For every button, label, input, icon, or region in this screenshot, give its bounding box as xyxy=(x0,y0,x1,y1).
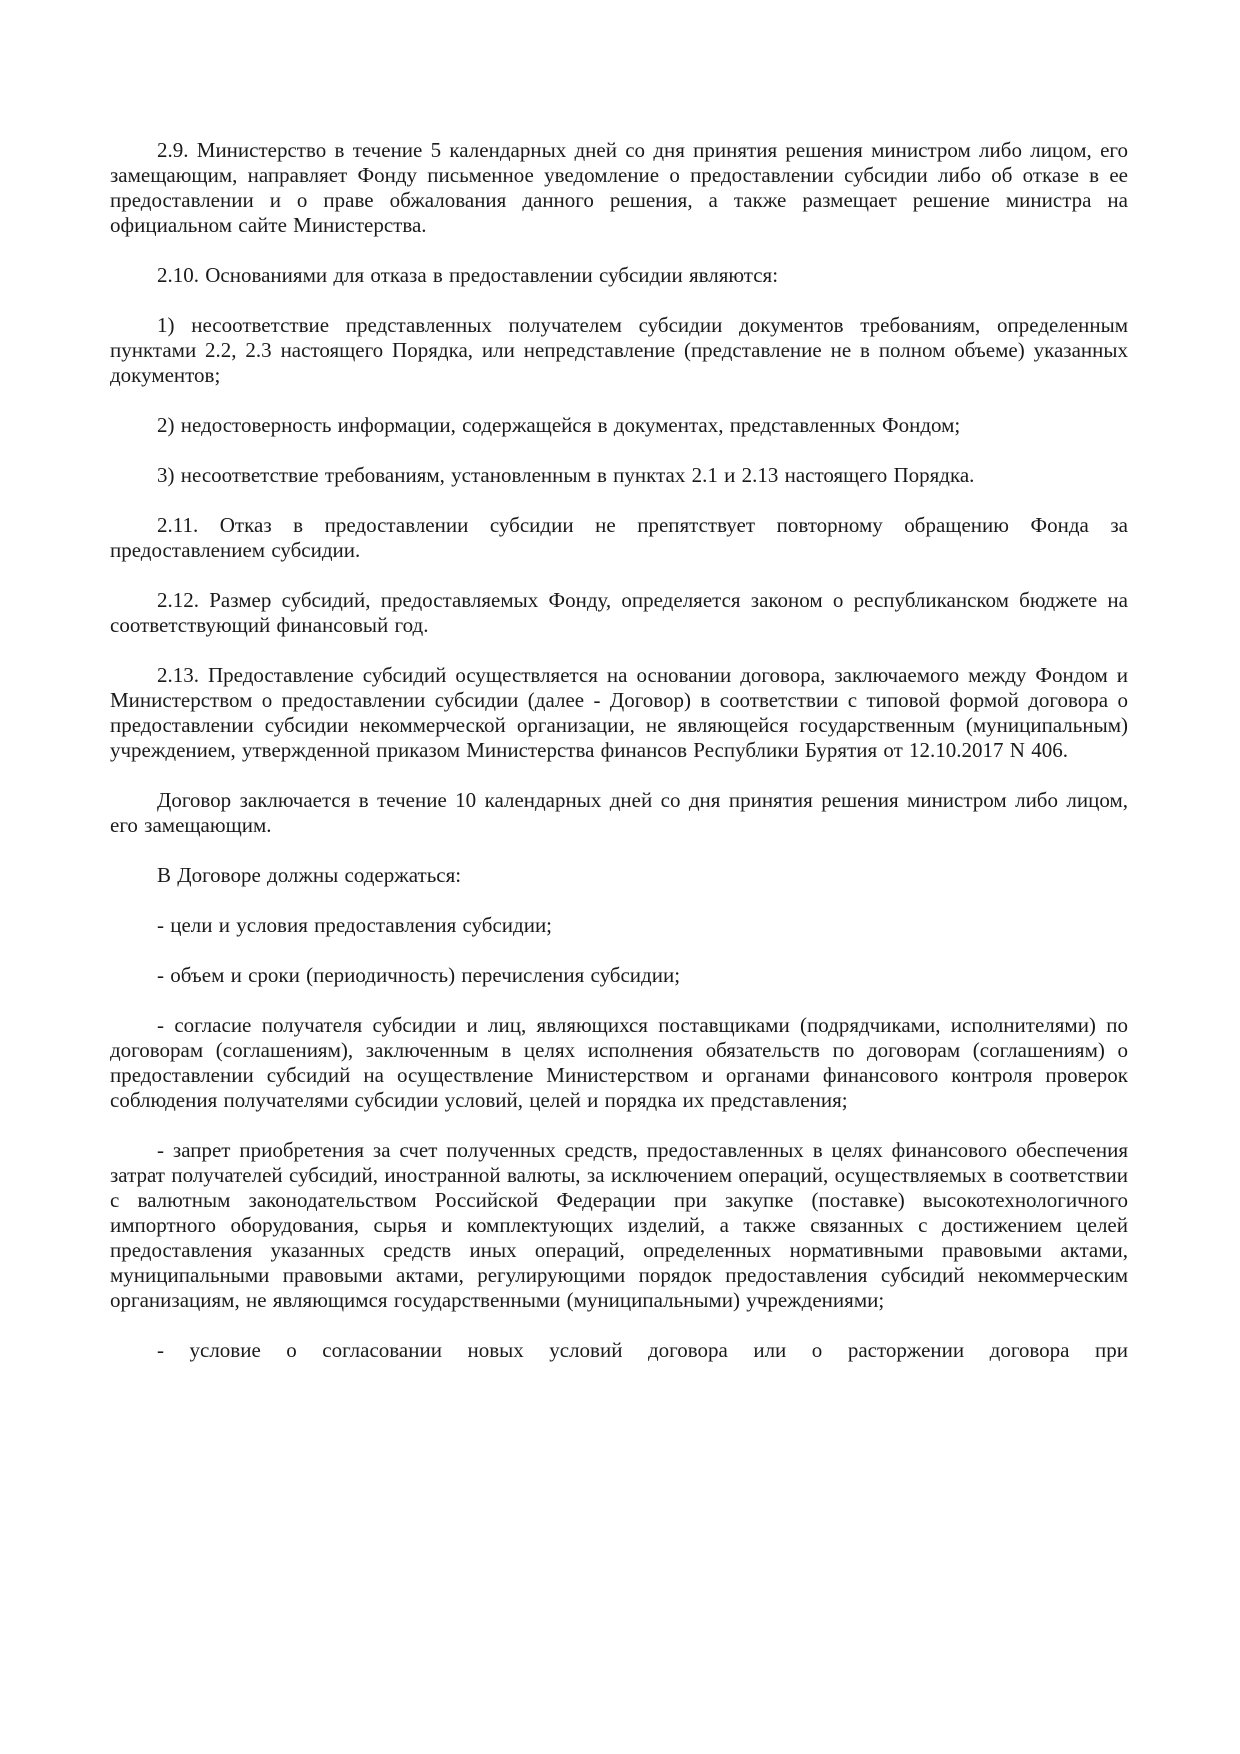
paragraph: - цели и условия предоставления субсидии; xyxy=(157,913,553,937)
paragraph: - объем и сроки (периодичность) перечисления субсидии; xyxy=(157,963,681,987)
paragraph: 2.9. Министерство в течение 5 календарных дней со дня принятия решения министром либо лицом, его замещающим, направляет Фонду письменное уведомление о предоставлении субсидии либо об отказе в ее предоставлении и о праве обжалования данного решения, а также размещает решение министра на официальном сайте Министерства. xyxy=(110,138,1128,237)
paragraph: - условие о согласовании новых условий договора или о расторжении договора при xyxy=(157,1338,1128,1362)
paragraph: 3) несоответствие требованиям, установленным в пунктах 2.1 и 2.13 настоящего Порядка. xyxy=(157,463,975,487)
paragraph: - согласие получателя субсидии и лиц, являющихся поставщиками (подрядчиками, исполнителями) по договорам (соглашениям), заключенным в целях исполнения обязательств по договорам (соглашениям) о предоставлении субсидий на осуществление Министерством и органами финансового контроля проверок соблюдения получателями субсидии условий, целей и порядка их представления; xyxy=(110,1013,1128,1112)
paragraph: Договор заключается в течение 10 календарных дней со дня принятия решения министром либо лицом, его замещающим. xyxy=(110,788,1128,837)
paragraph: 2.13. Предоставление субсидий осуществляется на основании договора, заключаемого между Фондом и Министерством о предоставлении субсидии (далее - Договор) в соответствии с типовой формой договора о предоставлении субсидии некоммерческой организации, не являющейся государственным (муниципальным) учреждением, утвержденной приказом Министерства финансов Республики Бурятия от 12.10.2017 N 406. xyxy=(110,663,1128,762)
paragraph: - запрет приобретения за счет полученных средств, предоставленных в целях финансового обеспечения затрат получателей субсидий, иностранной валюты, за исключением операций, осуществляемых в соответствии с валютным законодательством Российской Федерации при закупке (поставке) высокотехнологичного импортного оборудования, сырья и комплектующих изделий, а также связанных с достижением целей предоставления указанных средств иных операций, определенных нормативными правовыми актами, муниципальными правовыми актами, регулирующими порядок предоставления субсидий некоммерческим организациям, не являющимся государственными (муниципальными) учреждениями; xyxy=(110,1138,1128,1312)
paragraph: В Договоре должны содержаться: xyxy=(157,863,462,887)
paragraph: 2.12. Размер субсидий, предоставляемых Фонду, определяется законом о республиканском бюджете на соответствующий финансовый год. xyxy=(110,588,1128,637)
paragraph: 1) несоответствие представленных получателем субсидии документов требованиям, определенным пунктами 2.2, 2.3 настоящего Порядка, или непредставление (представление не в полном объеме) указанных документов; xyxy=(110,313,1128,387)
paragraph: 2.11. Отказ в предоставлении субсидии не препятствует повторному обращению Фонда за предоставлением субсидии. xyxy=(110,513,1128,562)
paragraph: 2.10. Основаниями для отказа в предоставлении субсидии являются: xyxy=(157,263,779,287)
paragraph: 2) недостоверность информации, содержащейся в документах, представленных Фондом; xyxy=(157,413,961,437)
